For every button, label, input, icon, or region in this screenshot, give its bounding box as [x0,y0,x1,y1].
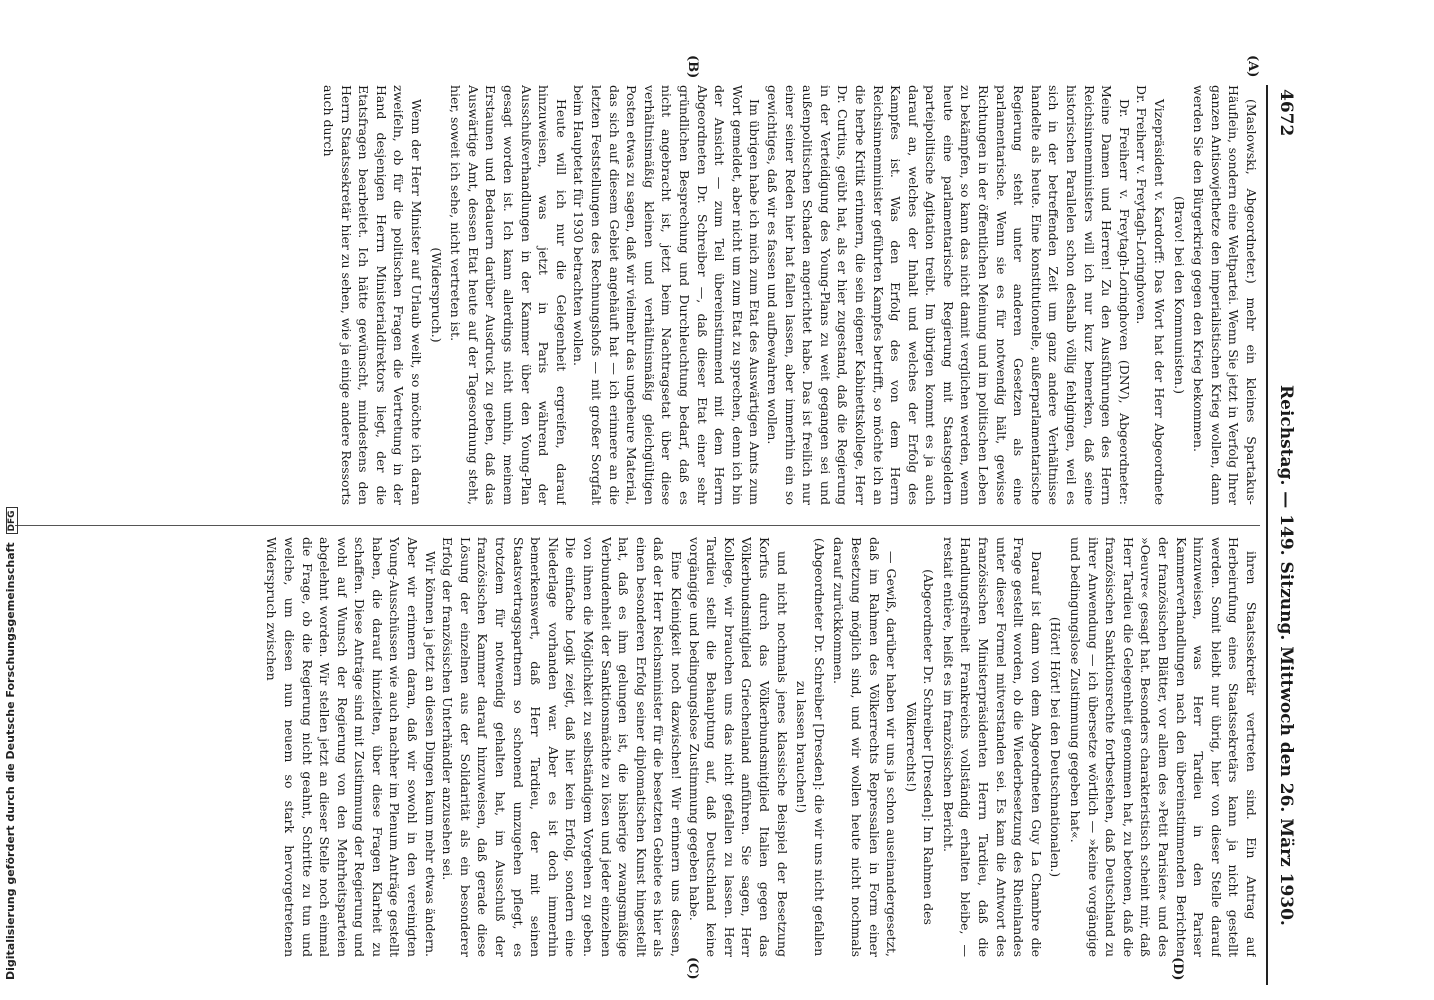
margin-letter-d: (D) [1170,957,1185,981]
digitization-credit [4,120,22,980]
paragraph: Eine Kleinigkeit noch dazwischen! Wir erinnern uns dessen, daß der Herr Reichsminister für die besetzten Gebiete es hier als einen besonderen Erfolg seiner diplomatischen Kunst hingestellt hat, daß es ihm gelungen ist, die bisherige zwangsmäßige Verbundenheit der Sanktionsmächte zu lösen und jeder einzelnen von ihnen die Möglichkeit zu selbständigem Vorgehen zu geben. Die einfache Logik zeigt, daß hier kein Erfolg, sondern eine Niederlage vorhanden war. Aber es ist doch immerhin bemerkenswert, daß Herr Tardieu, der mit seinen Staatsvertragspartnern so schonend umzugehen pflegt, es trotzdem für notwendig gehalten hat, im Ausschuß der französischen Kammer darauf hinzuweisen, daß gerade diese Lösung der einzelnen aus der Solidarität als ein besonderer Erfolg der französischen Unterhändler anzusehen sei. [440,537,684,957]
page-number: 4672 [1276,89,1296,137]
interjection: (Abgeordneter Dr. Schreiber [Dresden]: die wir uns nicht gefallen zu lassen brauchen!) [794,537,827,957]
running-title: Reichstag. — 149. Sitzung. Mittwoch den 26. März 1930. [1276,385,1296,926]
interjection: (Abgeordneter Dr. Schreiber [Dresden]: Im Rahmen des Völkerrechts!) [903,569,937,925]
rotated-page [10,55,1300,985]
interjection: (Hört! Hört! bei den Deutschnationalen.) [1048,616,1064,878]
left-column [15,85,1260,505]
margin-letter-c: (C) [685,957,700,980]
paragraph: Im übrigen habe ich mich zum Etat des Auswärtigen Amts zum Wort gemeldet, aber nicht um zum Etat zu sprechen, denn ich bin der Ansicht — zum Teil übereinstimmend mit dem Herrn Abgeordneten Dr. Schreiber —, daß dieser Etat einer sehr gründlichen Besprechung und Durchleuchtung bedarf, daß es nicht angebracht ist, jetzt beim Nachtragsetat über diese verhältnismäßig kleinen und verhältnismäßig gleichgültigen Posten etwas zu sagen, daß wir vielmehr das ungeheure Material, das sich auf diesem Gebiet angehäuft hat — ich erinnere an die letzten Feststellungen des Rechnungshofs — mit großer Sorgfalt beim Hauptetat für 1930 betrachten wollen. [571,85,763,505]
paragraph: Wenn der Herr Minister auf Urlaub weilt, so möchte ich daran zweifeln, ob für die politischen Fragen die Vertretung in der Hand desjenigen Herrn Ministerialdirektors liegt, der die Etatsfragen bearbeitet. Ich hätte gewünscht, mindestens den Herrn Staatssekretär hier zu sehen, wie ja einige andere Ressorts auch durch [321,85,425,505]
running-header [1264,85,1300,985]
credit-text: Digitalisierung gefördert durch die Deutsche Forschungsgemeinschaft [4,542,17,980]
interjection: (Bravo! bei den Kommunisten.) [1171,196,1187,394]
paragraph: Wir können ja jetzt an diesen Dingen kaum mehr etwas ändern. Aber wir erinnern daran, daß wir sowohl in den vereinigten Young-Ausschüssen wie auch nachher im Plenum Anträge gestellt haben, die darauf hinzielten, über diese Fragen Klarheit zu schaffen. Diese Anträge sind mit Zustimmung der Regierung und wohl auf Wunsch der Regierung von den Mehrheitsparteien abgelehnt worden. Wir stellen jetzt an dieser Stelle noch einmal die Frage, ob die Regierung nicht geahnt, Schritte zu tun und welche, um diesen nun neuem so stark hervorgetretenen Widerspruch zwischen [264,537,438,957]
paragraph: und nicht nochmals jenes klassische Beispiel der Besetzung Korfus durch das Völkerbundsmitglied Italien gegen das Völkerbundsmitglied Griechenland anführen. Sie sagen, Herr Kollege, wir brauchen uns das nicht gefallen zu lassen. Herr Tardieu stellt die Behauptung auf, daß Deutschland keine vorgängige und bedingungslose Zustimmung gegeben habe. [686,537,790,957]
dfg-logo: DFG [6,507,18,534]
header-rule [1266,85,1268,985]
paragraph: — Gewiß, darüber haben wir uns ja schon auseinandergesetzt, daß im Rahmen des Völkerrechts Repressalien in Form einer Besetzung möglich sind, und wir wollen heute nicht nochmals darauf zurückkommen. [831,537,900,957]
paragraph: ihren Staatssekretär vertreten sind. Ein Antrag auf Herbeirufung eines Staatssekretärs kann ja nicht gestellt werden. Somit bleibt nur übrig, hier von dieser Stelle darauf hinzuweisen, was Herr Tardieu in den Pariser Kammerverhandlungen nach den übereinstimmenden Berichten der französischen Blätter, vor allem des »Petit Parisien« und des »Oeuvre« gesagt hat. Besonders charakteristisch scheint mir, daß Herr Tardieu die Gelegenheit genommen hat, zu betonen, daß die französischen Sanktionsrechte fortbestehen, daß Deutschland zu ihrer Anwendung — ich übersetze wörtlich — »keine vorgängige und bedingungslose Zustimmung gegeben hat«. [1068,537,1259,957]
margin-letter-a: (A) [1245,55,1260,78]
paragraph: Darauf ist dann von dem Abgeordneten Guy La Chambre die Frage gestellt worden, ob die Wiederbesetzung des Rheinlandes unter dieser Formel mitverstanden sei. Es kam die Antwort des französischen Ministerpräsidenten Herrn Tardieu, daß die Handlungsfreiheit Frankreichs vollständig erhalten bleibe, — restait entière, heißt es im französischen Bericht. [940,537,1044,957]
paragraph: (Maslowski, Abgeordneter.) mehr ein kleines Spartakus-Häuflein, sondern eine Weltpartei. Wenn Sie jetzt in Verfolg Ihrer ganzen Antisowjethetze den imperialistischen Krieg wollen, dann werden Sie den Bürgerkrieg gegen den Krieg bekommen. [1191,85,1259,505]
right-column [15,537,1260,957]
paragraph: Dr. Freiherr v. Freytagh-Loringhoven (DNV), Abgeordneter: Meine Damen und Herren! Zu den Ausführungen des Herrn Reichsinnenministers will ich nur kurz bemerken, daß seine historischen Parallelen schon deshalb völlig fehlgingen, weil es sich in der betreffenden Zeit um ganz andere Verhältnisse handelte als heute. Eine konstitutionelle, außerparlamentarische Regierung steht unter anderen Gesetzen als eine parlamentarische. Wenn sie es für notwendig hält, gewisse Richtungen in der öffentlichen Meinung und im politischen Leben zu bekämpfen, so kann das nicht damit verglichen werden, wenn heute eine parlamentarische Regierung mit Staatsgeldern parteipolitische Agitation treibt. Im übrigen kommt es ja auch darauf an, welches der Inhalt und welches der Erfolg des Kampfes ist. Was den Erfolg des von dem Herrn Reichsinnenminister geführten Kampfes betrifft, so möchte ich an die herbe Kritik erinnern, die sein eigener Kabinettskollege, Herr Dr. Curtius, geübt hat, als er hier zugestand, daß die Regierung in der Verteidigung des Young-Plans zu weit gegangen sei und außenpolitischen Schaden angerichtet habe. Das ist freilich nur einer seiner Reden hier hat fallen lassen, aber immerhin ein so gewichtiges, daß wir es fassen und aufbewahren wollen. [764,85,1132,505]
column-divider [15,525,1260,526]
paragraph: Vizepräsident v. Kardorff: Das Wort hat der Herr Abgeordnete Dr. Freiherr v. Freytagh-Loringhoven. [1134,85,1168,505]
interjection: (Widerspruch.) [428,247,444,343]
paragraph: Heute will ich nur die Gelegenheit ergreifen, darauf hinzuweisen, was jetzt in Paris während der Ausschußverhandlungen in der Kammer über den Young-Plan gesagt worden ist. Ich kann allerdings nicht umhin, meinem Erstaunen und Bedauern darüber Ausdruck zu geben, daß das Auswärtige Amt, dessen Etat heute auf der Tagesordnung steht, hier, soweit ich sehe, nicht vertreten ist. [448,85,569,505]
margin-letter-b: (B) [685,55,700,79]
